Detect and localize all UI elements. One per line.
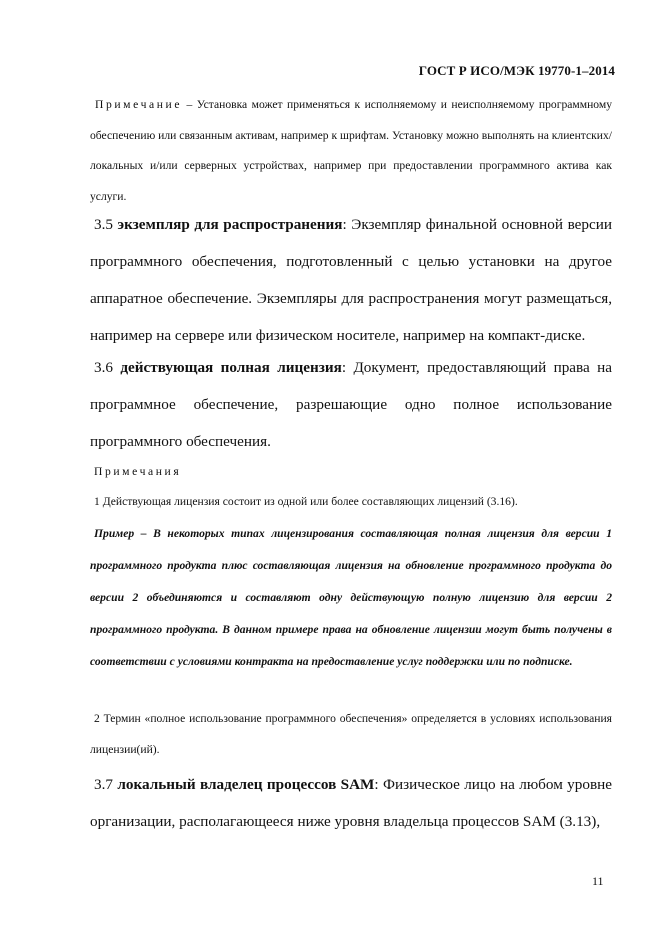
term-definition: : Физическое лицо на любом уровне организации, располагающееся ниже уровня владельца процессов SAM (3.13), (90, 776, 612, 830)
note-text: – Установка может применяться к исполняемому и неисполняемому программному обеспечению или связанным активам, например к шрифтам. Установку можно выполнять на клиентских/локальных и/или серверных устройствах, например при предоставлении программного актива как услуги. (90, 98, 612, 203)
example-paragraph: Пример – В некоторых типах лицензирования составляющая полная лицензия для версии 1 программного продукта плюс составляющая лицензия на обновление программного продукта до версии 2 объединяются и составляют одну действующую полную лицензию для версии 2 программного продукта. В данном примере права на обновление лицензии могут быть получены в соответствии с условиями контракта на предоставление услуг поддержки или по подписке. (90, 527, 612, 668)
section-number: 3.7 (94, 776, 118, 793)
term-title: экземпляр для распространения (117, 216, 343, 233)
section-number: 3.6 (94, 359, 121, 376)
note-item-2: 2 Термин «полное использование программного обеспечения» определяется в условиях использования лицензии(ий). (90, 712, 612, 756)
note-installation (90, 90, 612, 212)
section-number: 3.5 (94, 216, 118, 233)
term-definition: : Экземпляр финальной основной версии программного обеспечения, подготовленный с целью установки на другое аппаратное обеспечение. Экземпляры для распространения могут размещаться, например на сервере или физическом носителе, например на компакт-диске. (90, 216, 612, 344)
section-3-7 (90, 766, 612, 840)
term-title: локальный владелец процессов SAM (117, 776, 375, 793)
note-label: Примечание (95, 98, 183, 111)
notes-heading: Примечания (94, 465, 182, 478)
term-title: действующая полная лицензия (120, 359, 342, 376)
document-header: ГОСТ Р ИСО/МЭК 19770-1–2014 (418, 63, 615, 78)
section-3-5 (90, 206, 612, 354)
note-item-1: 1 Действующая лицензия состоит из одной или более составляющих лицензий (3.16). (94, 495, 518, 508)
page-number: 11 (592, 874, 604, 888)
term-definition: : Документ, предоставляющий права на программное обеспечение, разрешающие одно полное использование программного обеспечения. (90, 359, 613, 450)
section-3-6 (90, 349, 612, 460)
